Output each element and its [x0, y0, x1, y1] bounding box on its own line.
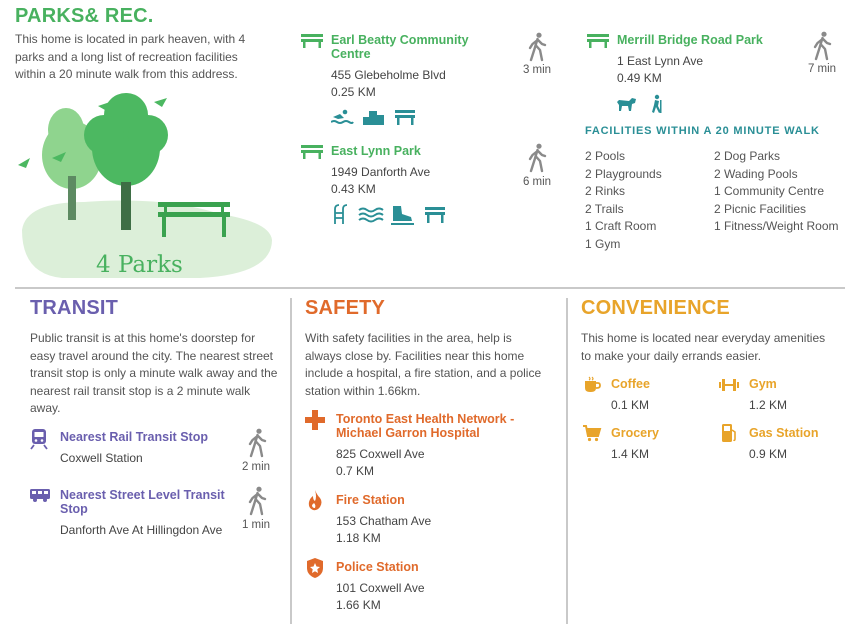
safety-distance: 1.18 KM	[336, 531, 381, 545]
bench-icon	[300, 33, 324, 49]
park-name: Earl Beatty Community Centre	[331, 33, 469, 61]
bench-icon	[300, 144, 324, 160]
walk-icon	[809, 31, 835, 63]
safety-distance: 0.7 KM	[336, 464, 375, 478]
safety-name: Police Station	[336, 560, 419, 574]
column-divider	[566, 298, 568, 624]
facility-item: 1 Craft Room	[585, 219, 657, 233]
hospital-icon	[305, 410, 325, 430]
walk-time: 2 min	[241, 461, 271, 473]
bench-icon	[395, 110, 415, 125]
hiker-icon	[652, 95, 662, 113]
transit-place: Coxwell Station	[60, 451, 143, 465]
park-address: 455 Glebeholme Blvd	[331, 68, 446, 82]
convenience-intro: This home is located near everyday amenities to make your daily errands easier.	[581, 331, 826, 363]
dog-icon	[617, 98, 636, 111]
section-divider	[15, 287, 845, 289]
convenience-title: CONVENIENCE	[581, 297, 730, 319]
park-address: 1 East Lynn Ave	[617, 54, 704, 68]
walk-icon	[244, 428, 270, 460]
walk-icon	[524, 32, 550, 64]
coffee-icon	[583, 376, 601, 394]
facility-item: 2 Wading Pools	[714, 166, 798, 181]
convenience-distance: 0.9 KM	[749, 447, 788, 461]
transit-place: Danforth Ave At Hillingdon Ave	[60, 523, 223, 537]
parks-title-rec: & REC.	[84, 5, 154, 27]
fire-icon	[307, 489, 323, 511]
transit-title: TRANSIT	[30, 297, 119, 319]
park-address: 1949 Danforth Ave	[331, 165, 431, 179]
dumbbell-icon	[718, 378, 740, 392]
police-badge-icon	[306, 557, 324, 579]
transit-label: Nearest Street Level Transit Stop	[60, 488, 225, 516]
building-icon	[363, 111, 384, 125]
facility-item: 2 Rinks	[585, 184, 626, 198]
park-count-label: 4 Parks	[96, 252, 183, 278]
safety-name: Fire Station	[336, 493, 405, 507]
park-distance: 0.43 KM	[331, 182, 376, 196]
facility-item: 2 Playgrounds	[585, 166, 662, 181]
parks-title-main: PARKS	[15, 5, 85, 27]
facility-item: 1 Gym	[585, 236, 621, 251]
park-name: East Lynn Park	[331, 144, 421, 158]
bench-icon	[586, 33, 610, 49]
park-distance: 0.25 KM	[331, 85, 376, 99]
convenience-distance: 1.2 KM	[749, 398, 788, 412]
convenience-name: Gym	[749, 377, 777, 391]
bench-icon	[425, 207, 445, 223]
safety-intro: With safety facilities in the area, help is always close by. Facilities near this home include a hospital, a fire station, and a police station within 1.66km.	[305, 331, 542, 398]
safety-address: 825 Coxwell Ave	[336, 447, 425, 461]
walk-time: 3 min	[522, 64, 552, 76]
safety-title: SAFETY	[305, 297, 386, 319]
facility-item: 2 Trails	[585, 201, 624, 216]
park-amenities	[615, 94, 675, 114]
walk-time: 6 min	[522, 176, 552, 188]
cart-icon	[582, 424, 602, 442]
safety-distance: 1.66 KM	[336, 598, 381, 612]
parks-intro: This home is located in park heaven, with 4 parks and a long list of recreation facilities within a 20 minute walk from this address.	[15, 32, 246, 81]
convenience-distance: 1.4 KM	[611, 447, 650, 461]
facility-item: 2 Picnic Facilities	[714, 201, 807, 216]
bus-icon	[29, 487, 51, 503]
walk-icon	[524, 143, 550, 175]
safety-address: 101 Coxwell Ave	[336, 581, 425, 595]
convenience-name: Grocery	[611, 426, 659, 440]
pool-ladder-icon	[335, 205, 347, 224]
transit-intro: Public transit is at this home's doorstep for easy travel around the city. The nearest street transit stop is only a minute walk away and the nearest rail transit stop is a 2 minute walk away.	[30, 331, 278, 415]
facility-item: 2 Pools	[585, 149, 626, 163]
walk-time: 7 min	[807, 63, 837, 75]
park-amenities	[331, 108, 441, 126]
water-icon	[359, 209, 383, 222]
walk-time: 1 min	[241, 519, 271, 531]
facility-item: 1 Fitness/Weight Room	[714, 219, 839, 233]
convenience-name: Gas Station	[749, 426, 819, 440]
train-icon	[30, 428, 48, 450]
park-amenities	[331, 204, 451, 226]
facilities-title: FACILITIES WITHIN A 20 MINUTE WALK	[585, 125, 820, 137]
safety-address: 153 Chatham Ave	[336, 514, 432, 528]
walk-icon	[244, 486, 270, 518]
safety-name: Toronto East Health Network - Michael Garron Hospital	[336, 412, 515, 440]
facilities-list-right	[714, 148, 839, 236]
swimming-icon	[331, 110, 353, 123]
convenience-distance: 0.1 KM	[611, 398, 650, 412]
park-name: Merrill Bridge Road Park	[617, 33, 763, 47]
facility-item: 1 Community Centre	[714, 184, 825, 198]
parks-title	[15, 5, 154, 28]
facility-item: 2 Dog Parks	[714, 149, 781, 163]
gas-pump-icon	[720, 423, 738, 443]
transit-label: Nearest Rail Transit Stop	[60, 430, 208, 444]
convenience-name: Coffee	[611, 377, 650, 391]
facilities-list-left	[585, 148, 705, 253]
skate-icon	[391, 206, 414, 225]
column-divider	[290, 298, 292, 624]
park-distance: 0.49 KM	[617, 71, 662, 85]
